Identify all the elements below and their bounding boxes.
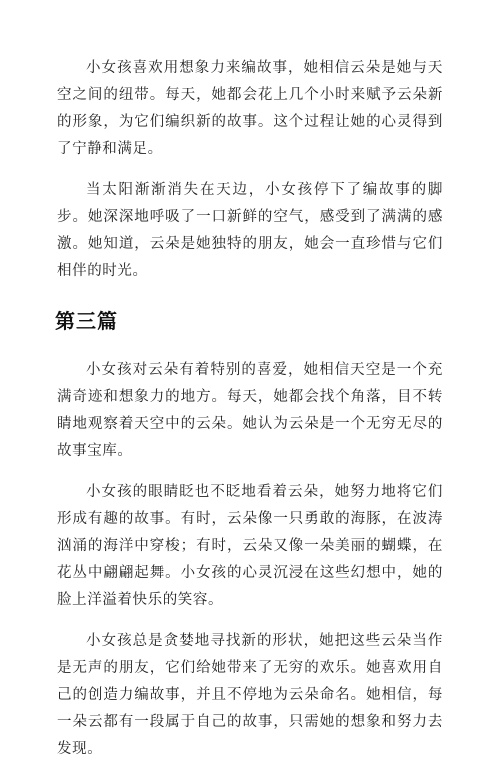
paragraph: 当太阳渐渐消失在天边，小女孩停下了编故事的脚步。她深深地呼吸了一口新鲜的空气，感受到了满满的感激。她知道，云朵是她独特的朋友，她会一直珍惜与它们相伴的时光。 [57,182,443,279]
section-heading: 第三篇 [55,309,118,333]
paragraph: 小女孩总是贪婪地寻找新的形状，她把这些云朵当作是无声的朋友，它们给她带来了无穷的欢乐。她喜欢用自己的创造力编故事，并且不停地为云朵命名。她相信，每一朵云都有一段属于自己的故事，只需她的想象和努力去发现。 [57,633,443,757]
paragraph: 小女孩喜欢用想象力来编故事，她相信云朵是她与天空之间的纽带。每天，她都会花上几个小时来赋予云朵新的形象，为它们编织新的故事。这个过程让她的心灵得到了宁静和满足。 [57,60,443,157]
paragraph: 小女孩对云朵有着特别的喜爱，她相信天空是一个充满奇迹和想象力的地方。每天，她都会找个角落，目不转睛地观察着天空中的云朵。她认为云朵是一个无穷无尽的故事宝库。 [57,362,443,459]
paragraph: 小女孩的眼睛眨也不眨地看着云朵，她努力地将它们形成有趣的故事。有时，云朵像一只勇敢的海豚，在波涛汹涌的海洋中穿梭；有时，云朵又像一朵美丽的蝴蝶，在花丛中翩翩起舞。小女孩的心灵沉浸在这些幻想中，她的脸上洋溢着快乐的笑容。 [57,484,443,608]
